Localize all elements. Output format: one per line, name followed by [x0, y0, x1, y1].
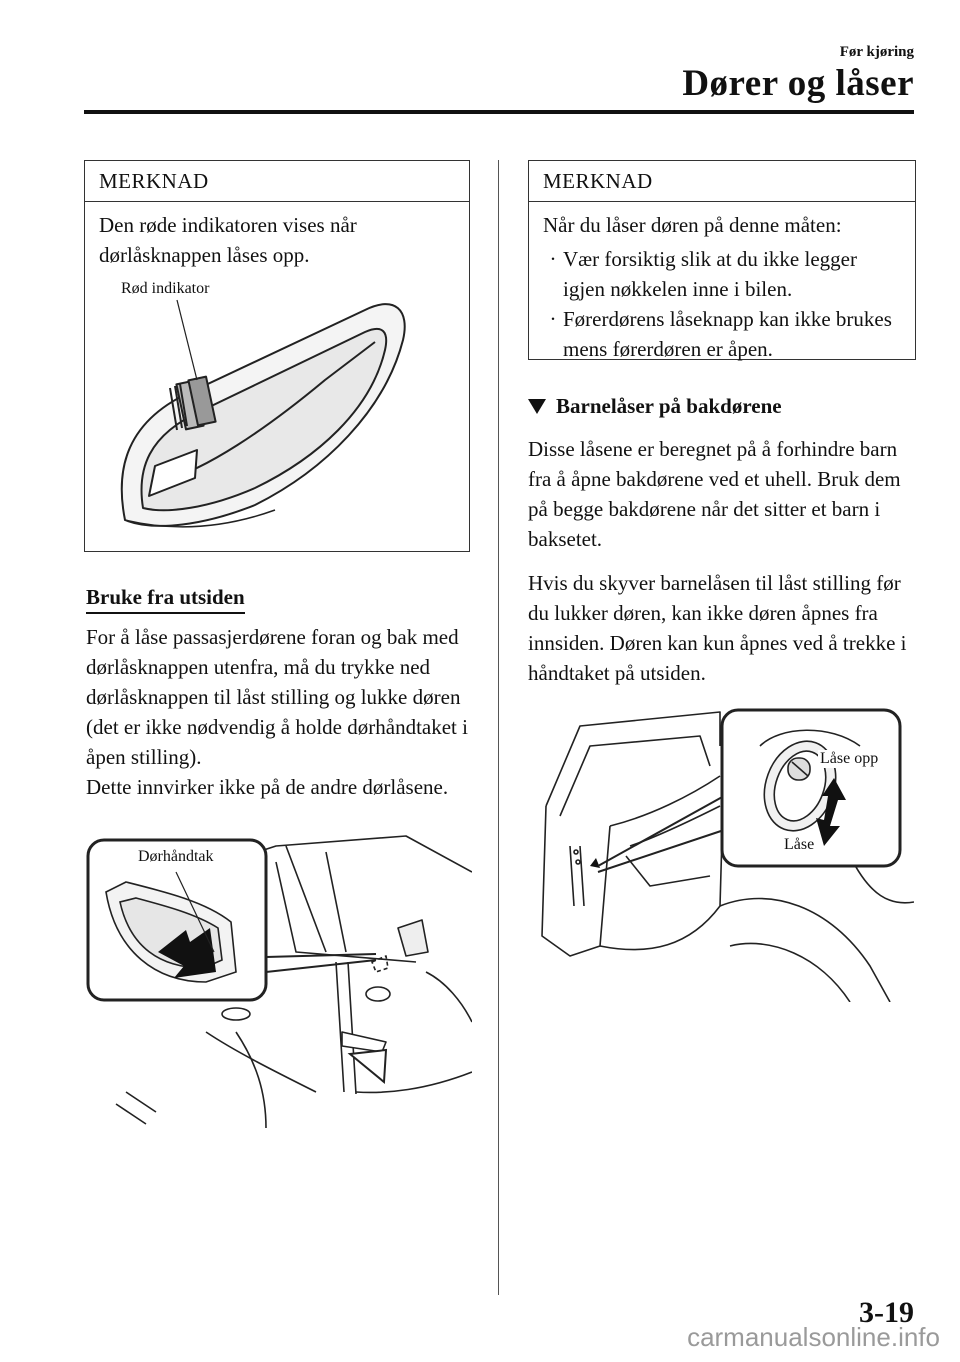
paragraph-child-locks-1: Disse låsene er beregnet på å forhindre barn fra å åpne bakdørene ved et uhell. Bruk dem på begge bakdørene når det sitter et barn i baksetet. — [528, 437, 901, 551]
unlock-label: Låse opp — [820, 750, 879, 767]
bullet-dot: · — [549, 247, 557, 271]
car-front-door-drawing — [86, 832, 472, 1128]
column-divider — [498, 160, 499, 1295]
page-title: Dører og låser — [682, 63, 914, 104]
note-bullet — [543, 244, 901, 304]
note-box-right — [528, 160, 916, 360]
section-label: Før kjøring — [839, 44, 914, 60]
header-rule — [84, 110, 914, 114]
red-indicator-label: Rød indikator — [121, 280, 210, 297]
page-number: 3-19 — [859, 1296, 914, 1329]
section-heading-child-locks — [528, 394, 782, 419]
bullet-text: Vær forsiktig slik at du ikke legger igjen nøkkelen inne i bilen. — [563, 247, 857, 301]
lock-label: Låse — [784, 836, 815, 853]
note-text: Den røde indikatoren vises når dørlåsknappen låses opp. — [99, 213, 357, 267]
door-handle-label: Dørhåndtak — [138, 848, 214, 865]
paragraph-outside: For å låse passasjerdørene foran og bak med dørlåsknappen utenfra, må du trykke ned dørlåsknappen til låst stilling og lukke døren (det er ikke nødvendig å holde dørhåndtaket i åpen stilling). Dette innvirker ikke på de andre dørlåsene. — [86, 625, 468, 799]
note-title: MERKNAD — [529, 161, 915, 202]
bullet-text: Førerdørens låseknapp kan ikke brukes mens førerdøren er åpen. — [563, 307, 892, 361]
note-bullet — [543, 304, 901, 364]
triangle-bullet-icon — [528, 399, 546, 414]
bullet-dot: · — [549, 307, 557, 331]
inner-door-handle-drawing — [85, 270, 469, 550]
watermark: carmanualsonline.info — [687, 1322, 940, 1352]
note-box-left — [84, 160, 470, 552]
door-handle-illustration — [85, 270, 469, 550]
note-title: MERKNAD — [85, 161, 469, 202]
note-intro: Når du låser døren på denne måten: — [543, 213, 842, 237]
door-handle-figure — [86, 832, 472, 1128]
child-lock-figure — [530, 706, 914, 1002]
heading-text: Barnelåser på bakdørene — [556, 394, 782, 418]
paragraph-child-locks-2: Hvis du skyver barnelåsen til låst stilling før du lukker døren, kan ikke døren åpnes fra innsiden. Døren kan kun åpnes ved å trekke i håndtaket på utsiden. — [528, 571, 907, 685]
subheading-outside: Bruke fra utsiden — [86, 585, 245, 614]
